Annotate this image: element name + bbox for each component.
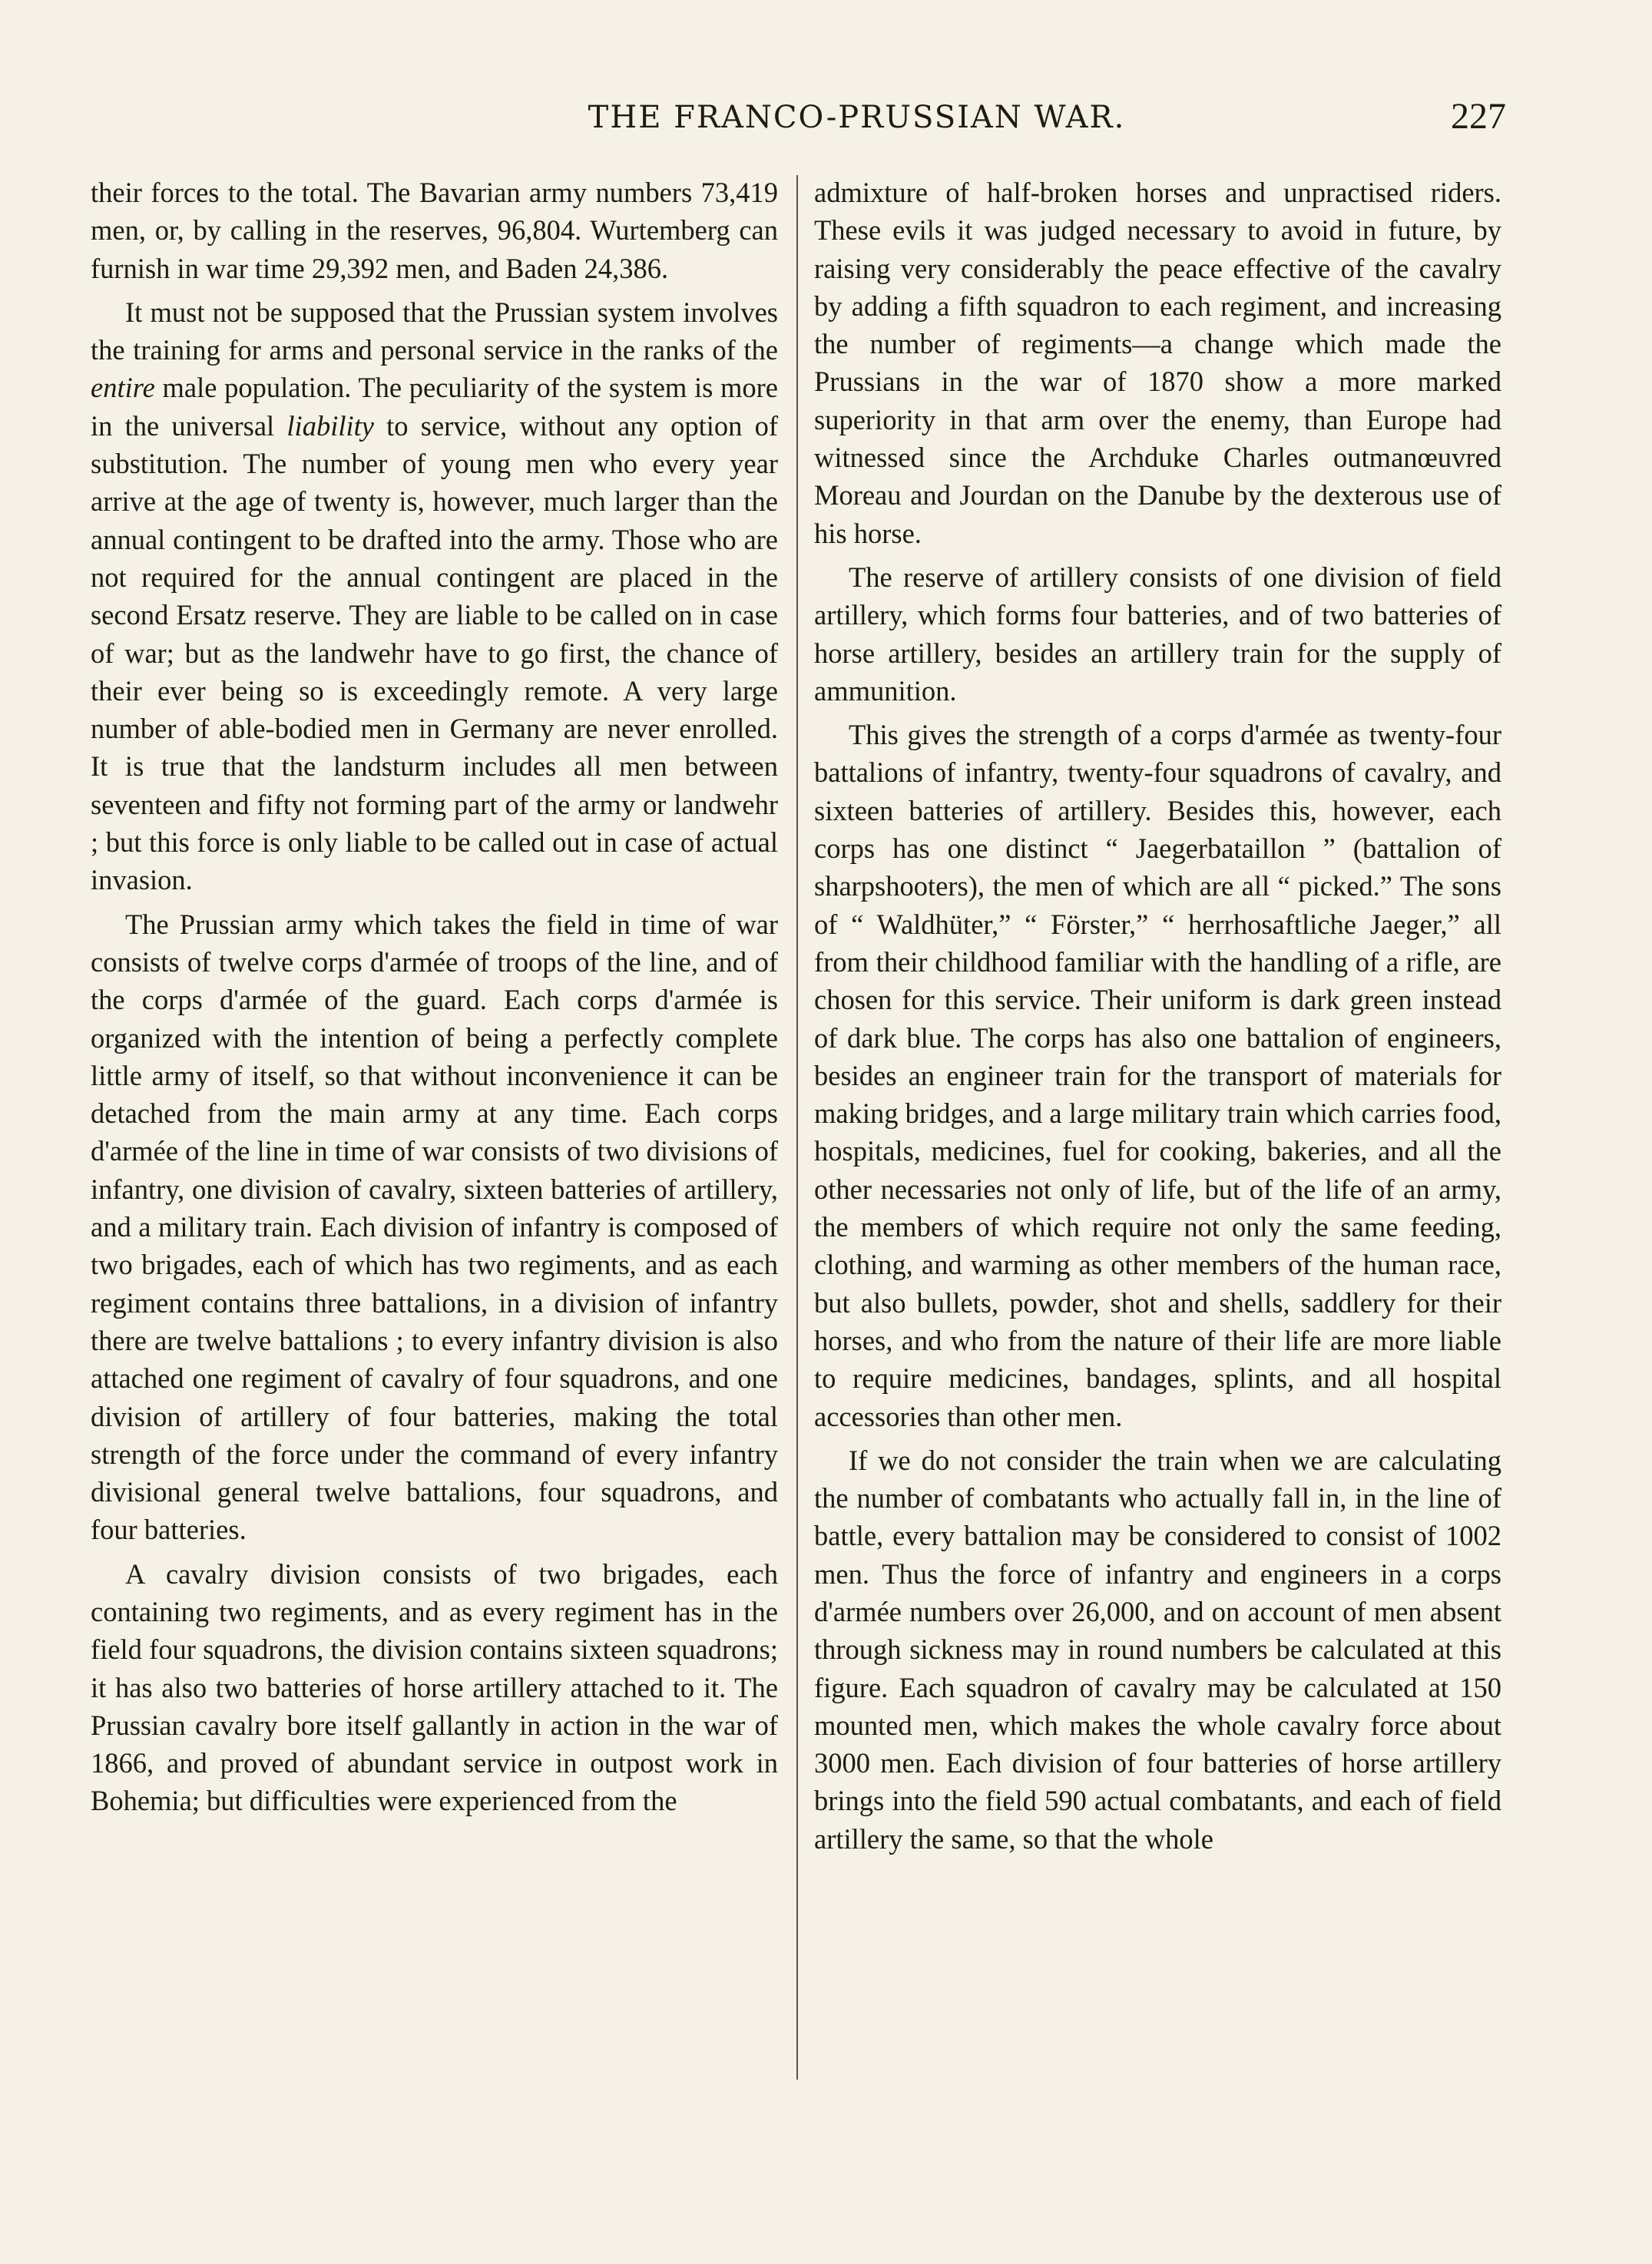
- left-paragraph-2: [91, 293, 778, 899]
- left-column: [91, 174, 778, 1820]
- right-column: [814, 174, 1501, 1858]
- column-divider: [796, 175, 798, 2080]
- right-paragraph-1: admixture of half-broken horses and unpractised riders. These evils it was judged necessary to avoid in future, by raising very considerably the peace effective of the cavalry by adding a fifth squadron to each regiment, and increasing the number of regiments—a change which made the Prussians in the war of 1870 show a more marked superiority in that arm over the enemy, than Europe had witnessed since the Archduke Charles outmanœuvred Moreau and Jourdan on the Danube by the dexterous use of his horse.: [814, 177, 1501, 549]
- running-title: THE FRANCO-PRUSSIAN WAR.: [588, 100, 1126, 135]
- left-paragraph-2-part-b: male population. The peculiarity of the system is more in the universal: [91, 372, 778, 442]
- left-paragraph-1: their forces to the total. The Bavarian army numbers 73,419 men, or, by calling in the reserves, 96,804. Wurtemberg can furnish in war time 29,392 men, and Baden 24,386.: [91, 177, 778, 284]
- left-paragraph-4: A cavalry division consists of two brigades, each containing two regiments, and as every regiment has in the field four squadrons, the division contains sixteen squadrons; it has also two batteries of horse artillery attached to it. The Prussian cavalry bore itself gallantly in action in the war of 1866, and proved of abundant service in outpost work in Bohemia; but difficulties were experienced from the: [91, 1557, 778, 1817]
- left-paragraph-3: The Prussian army which takes the field in time of war consists of twelve corps d'armée of troops of the line, and of the corps d'armée of the guard. Each corps d'armée is organized with the intention of being a perfectly complete little army of itself, so that without inconvenience it can be detached from the main army at any time. Each corps d'armée of the line in time of war consists of two divisions of infantry, one division of cavalry, sixteen batteries of artillery, and a military train. Each division of infantry is composed of two brigades, each of which has two regiments, and as each regiment contains three battalions, in a division of infantry there are twelve battalions ; to every infantry division is also attached one regiment of cavalry of four squadrons, and one division of artillery of four batteries, making the total strength of the force under the command of every infantry divisional general twelve battalions, four squadrons, and four batteries.: [91, 908, 778, 1546]
- page-header: [0, 96, 1652, 146]
- right-paragraph-4: If we do not consider the train when we are calculating the number of combatants who actually fall in, in the line of battle, every battalion may be considered to consist of 1002 men. Thus the force of infantry and engineers in a corps d'armée numbers over 26,000, and on account of men absent through sickness may in round numbers be calculated at this figure. Each squadron of cavalry may be calculated at 150 mounted men, which makes the whole cavalry force about 3000 men. Each division of four batteries of horse artillery brings into the field 590 actual combatants, and each of field artillery the same, so that the whole: [814, 1444, 1501, 1855]
- page-number: 227: [1451, 96, 1506, 137]
- right-paragraph-2: The reserve of artillery consists of one division of field artillery, which forms four batteries, and of two batteries of horse artillery, besides an artillery train for the supply of ammunition.: [814, 561, 1501, 707]
- emphasis-liability: liability: [286, 409, 374, 442]
- emphasis-entire: entire: [91, 372, 155, 404]
- left-paragraph-2-part-c: to service, without any option of substitution. The number of young men who every year arrive at the age of twenty is, however, much larger than the annual contingent to be drafted into the army. Those who are not required for the annual contingent are placed in the second Ersatz reserve. They are liable to be called on in case of war; but as the landwehr have to go first, the chance of their ever being so is exceedingly remote. A very large number of able-bodied men in Germany are never enrolled. It is true that the landsturm includes all men between seventeen and fifty not forming part of the army or landwehr ; but this force is only liable to be called out in case of actual invasion.: [91, 409, 778, 896]
- left-paragraph-2-part-a: It must not be supposed that the Prussian system involves the training for arms and personal service in the ranks of the: [91, 296, 778, 366]
- right-paragraph-3: This gives the strength of a corps d'armée as twenty-four battalions of infantry, twenty-four squadrons of cavalry, and sixteen batteries of artillery. Besides this, however, each corps has one distinct “ Jaegerbataillon ” (battalion of sharpshooters), the men of which are all “ picked.” The sons of “ Waldhüter,” “ Förster,” “ herrhosaftliche Jaeger,” all from their childhood familiar with the handling of a rifle, are chosen for this service. Their uniform is dark green instead of dark blue. The corps has also one battalion of engineers, besides an engineer train for the transport of materials for making bridges, and a large military train which carries food, hospitals, medicines, fuel for cooking, bakeries, and all the other necessaries not only of life, but of the life of an army, the members of which require not only the same feeding, clothing, and warming as other members of the human race, but also bullets, powder, shot and shells, saddlery for their horses, and who from the nature of their life are more liable to require medicines, bandages, splints, and all hospital accessories than other men.: [814, 719, 1501, 1432]
